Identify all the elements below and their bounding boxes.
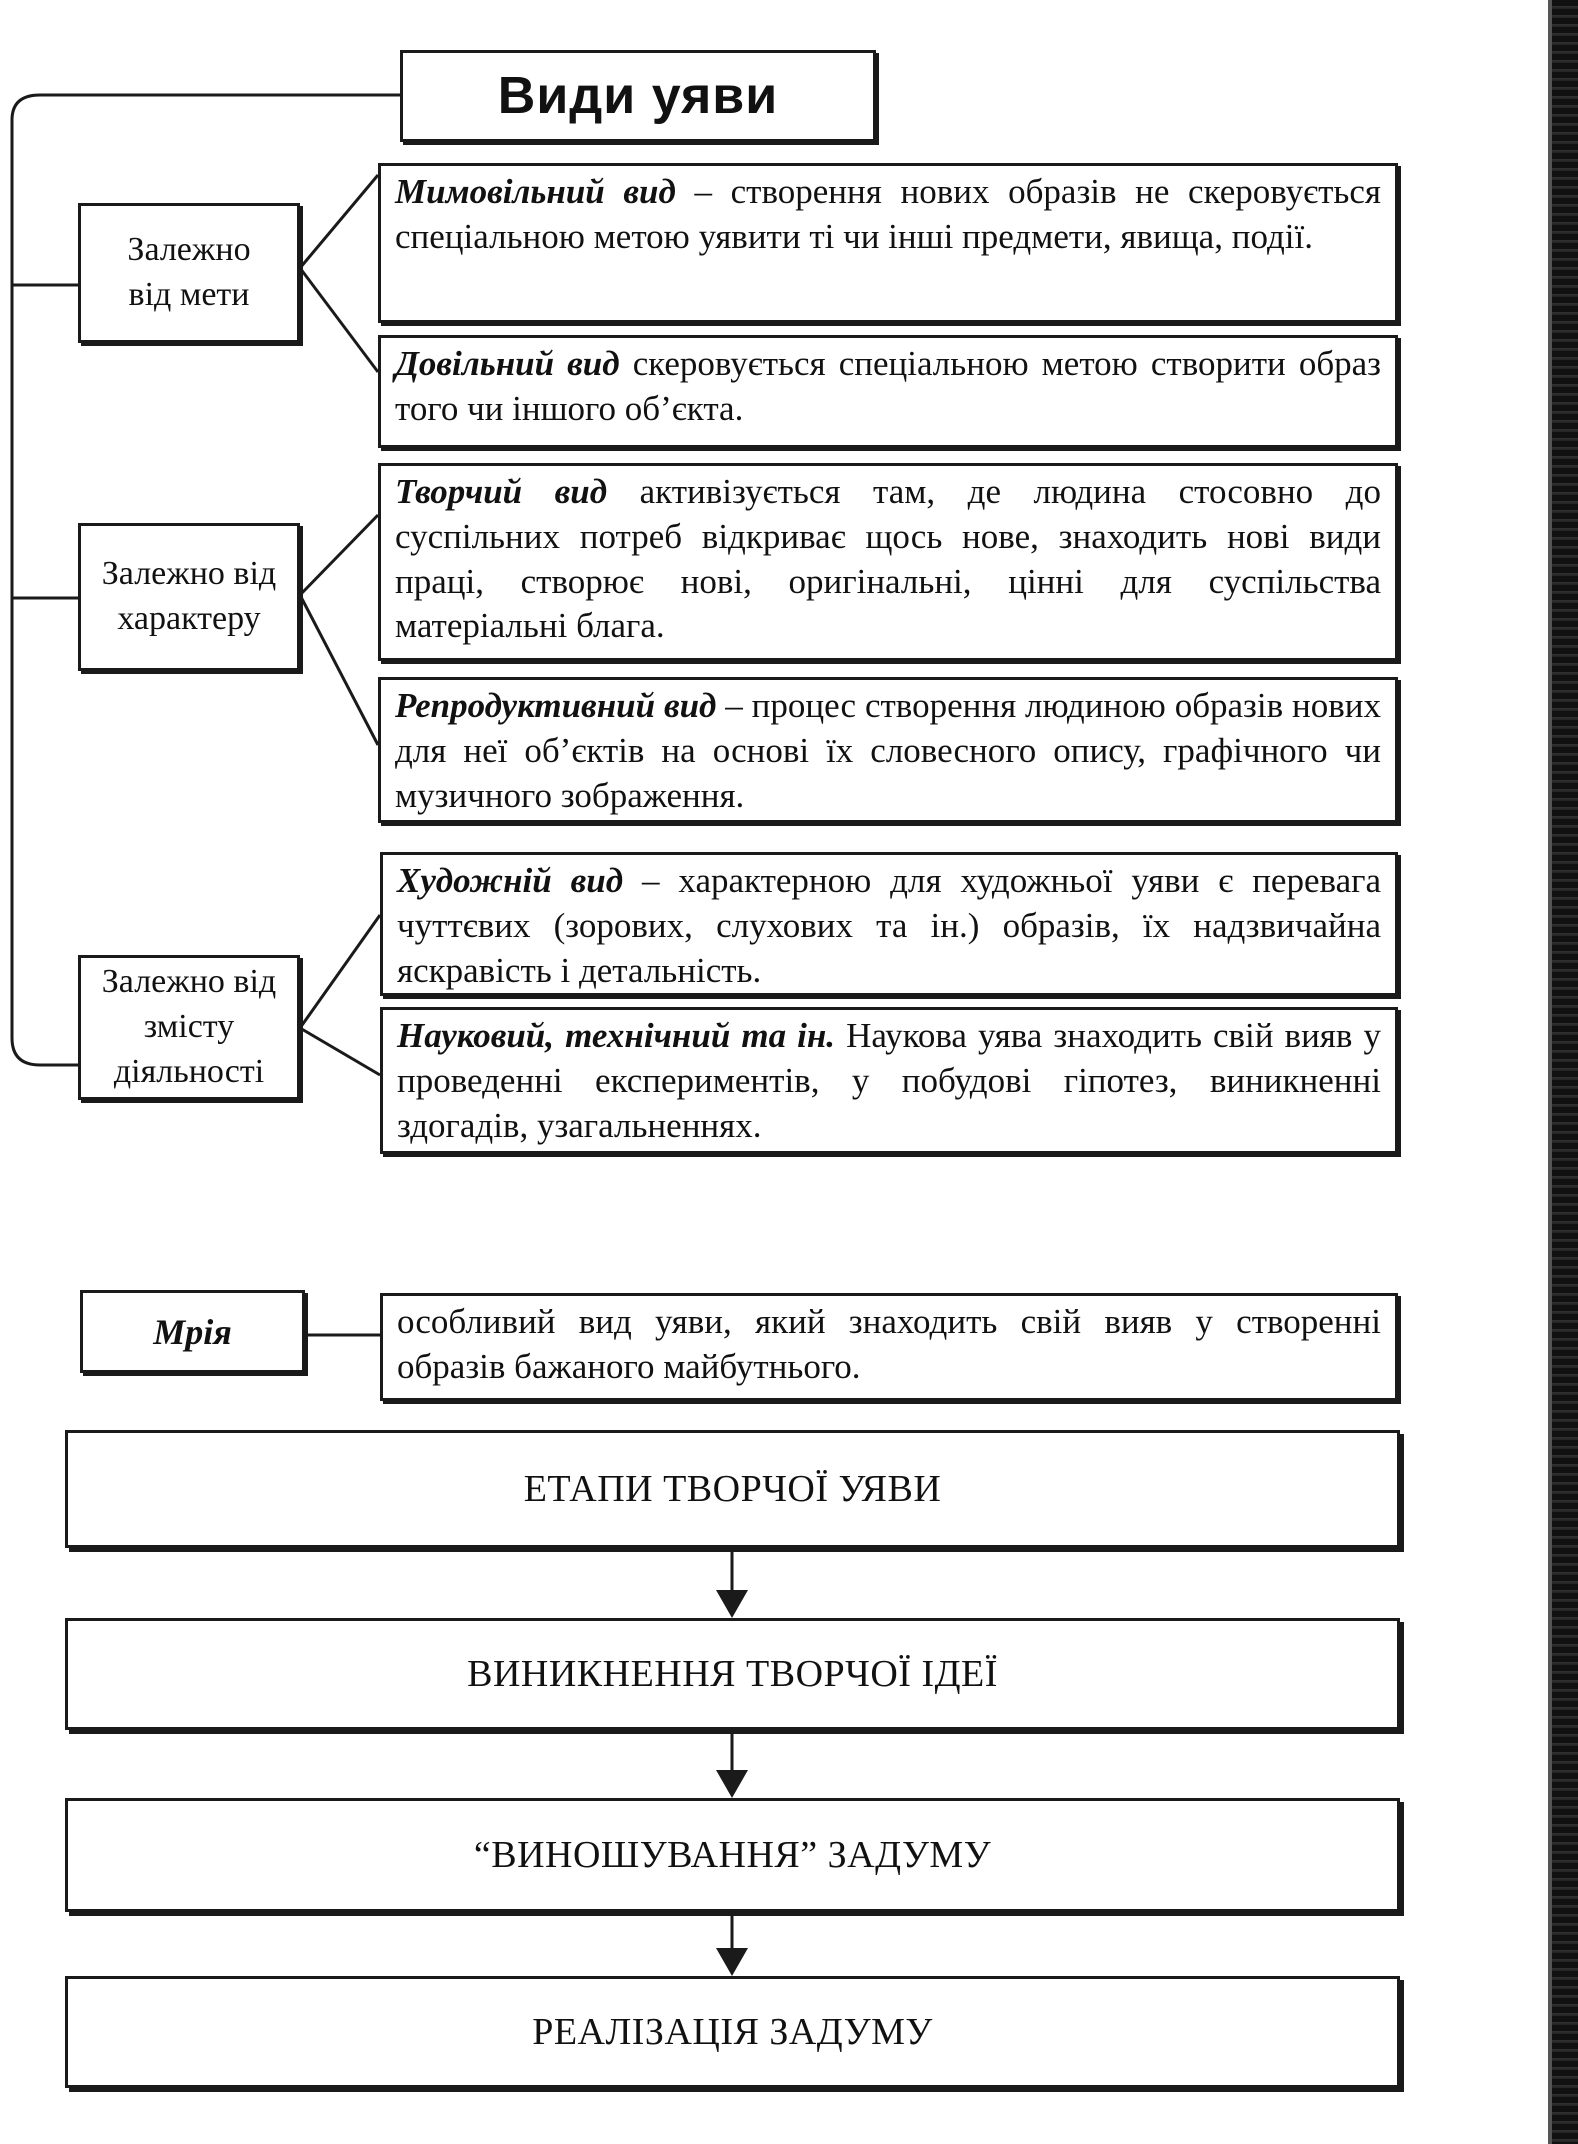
arrow-head-2	[716, 1770, 748, 1798]
definition-artistic	[380, 852, 1398, 996]
link-cat3-def5	[300, 915, 380, 1028]
arrow-head-3	[716, 1948, 748, 1976]
definition-text: активізується там, де людина стосовно до суспільних потреб відкриває щось нове, знаходить нові види праці, створює нові, оригінальні, цінні для суспільства матеріальні блага.	[395, 472, 1381, 646]
category-goal	[78, 203, 300, 343]
definition-term: Довільний вид	[395, 344, 620, 383]
stage-header	[65, 1430, 1400, 1548]
dream-definition-text: особливий вид уяви, який знаходить свій вияв у створенні образів бажаного майбутнього.	[397, 1302, 1381, 1386]
stage-realization-text: РЕАЛІЗАЦІЯ ЗАДУМУ	[532, 2011, 933, 2053]
definition-involuntary	[378, 163, 1398, 323]
stage-gestation	[65, 1798, 1400, 1912]
arrow-head-1	[716, 1590, 748, 1618]
link-cat1-def2	[300, 268, 378, 372]
stage-idea	[65, 1618, 1400, 1730]
stage-realization	[65, 1976, 1400, 2088]
definition-reproductive	[378, 677, 1398, 823]
dream-definition	[380, 1293, 1398, 1401]
link-cat1-def1	[300, 175, 378, 268]
definition-creative	[378, 463, 1398, 661]
category-character	[78, 523, 300, 671]
stage-header-text: ЕТАПИ ТВОРЧОЇ УЯВИ	[523, 1468, 942, 1510]
definition-term: Мимовільний вид	[395, 172, 676, 211]
definition-text: Наукова уява знаходить свій вияв у проведенні експериментів, у побудові гіпотез, виникненні здогадів, узагальненнях.	[397, 1016, 1381, 1145]
stage-gestation-text: “ВИНОШУВАННЯ” ЗАДУМУ	[473, 1834, 992, 1876]
definition-term: Творчий вид	[395, 472, 608, 511]
page-binding	[1552, 0, 1578, 2144]
link-cat2-def4	[300, 595, 378, 745]
link-cat3-def6	[300, 1028, 380, 1075]
definition-text: – характерною для художньої уяви є перевага чуттєвих (зорових, слухових та ін.) образів, їх надзвичайна яскравість і детальність.	[397, 861, 1381, 990]
category-activity	[78, 955, 300, 1100]
stage-idea-text: ВИНИКНЕННЯ ТВОРЧОЇ ІДЕЇ	[467, 1653, 998, 1695]
category-character-label: Залежно від характеру	[101, 555, 277, 637]
definition-scientific	[380, 1007, 1398, 1154]
category-activity-label: Залежно від змісту діяльності	[101, 963, 277, 1090]
definition-voluntary	[378, 335, 1398, 448]
definition-text: – створення нових образів не скеровується спеціальною метою уявити ті чи інші предмети, явища, події.	[395, 172, 1382, 256]
dream-label: Мрія	[153, 1311, 232, 1352]
definition-term: Науковий, технічний та ін.	[397, 1016, 836, 1055]
definition-text: – процес створення людиною образів нових для неї об’єктів на основі їх словесного опису, графічного чи музичного зображення.	[395, 686, 1381, 815]
category-goal-label: Залежно від мети	[127, 231, 251, 313]
definition-term: Художній вид	[397, 861, 624, 900]
diagram-title	[400, 50, 876, 142]
link-cat2-def3	[300, 515, 378, 595]
diagram-title-text: Види уяви	[497, 67, 779, 125]
definition-term: Репродуктивний вид	[395, 686, 717, 725]
definition-text: скеровується спеціальною метою створити образ того чи іншого об’єкта.	[395, 344, 1381, 428]
dream-label-box	[80, 1290, 305, 1373]
